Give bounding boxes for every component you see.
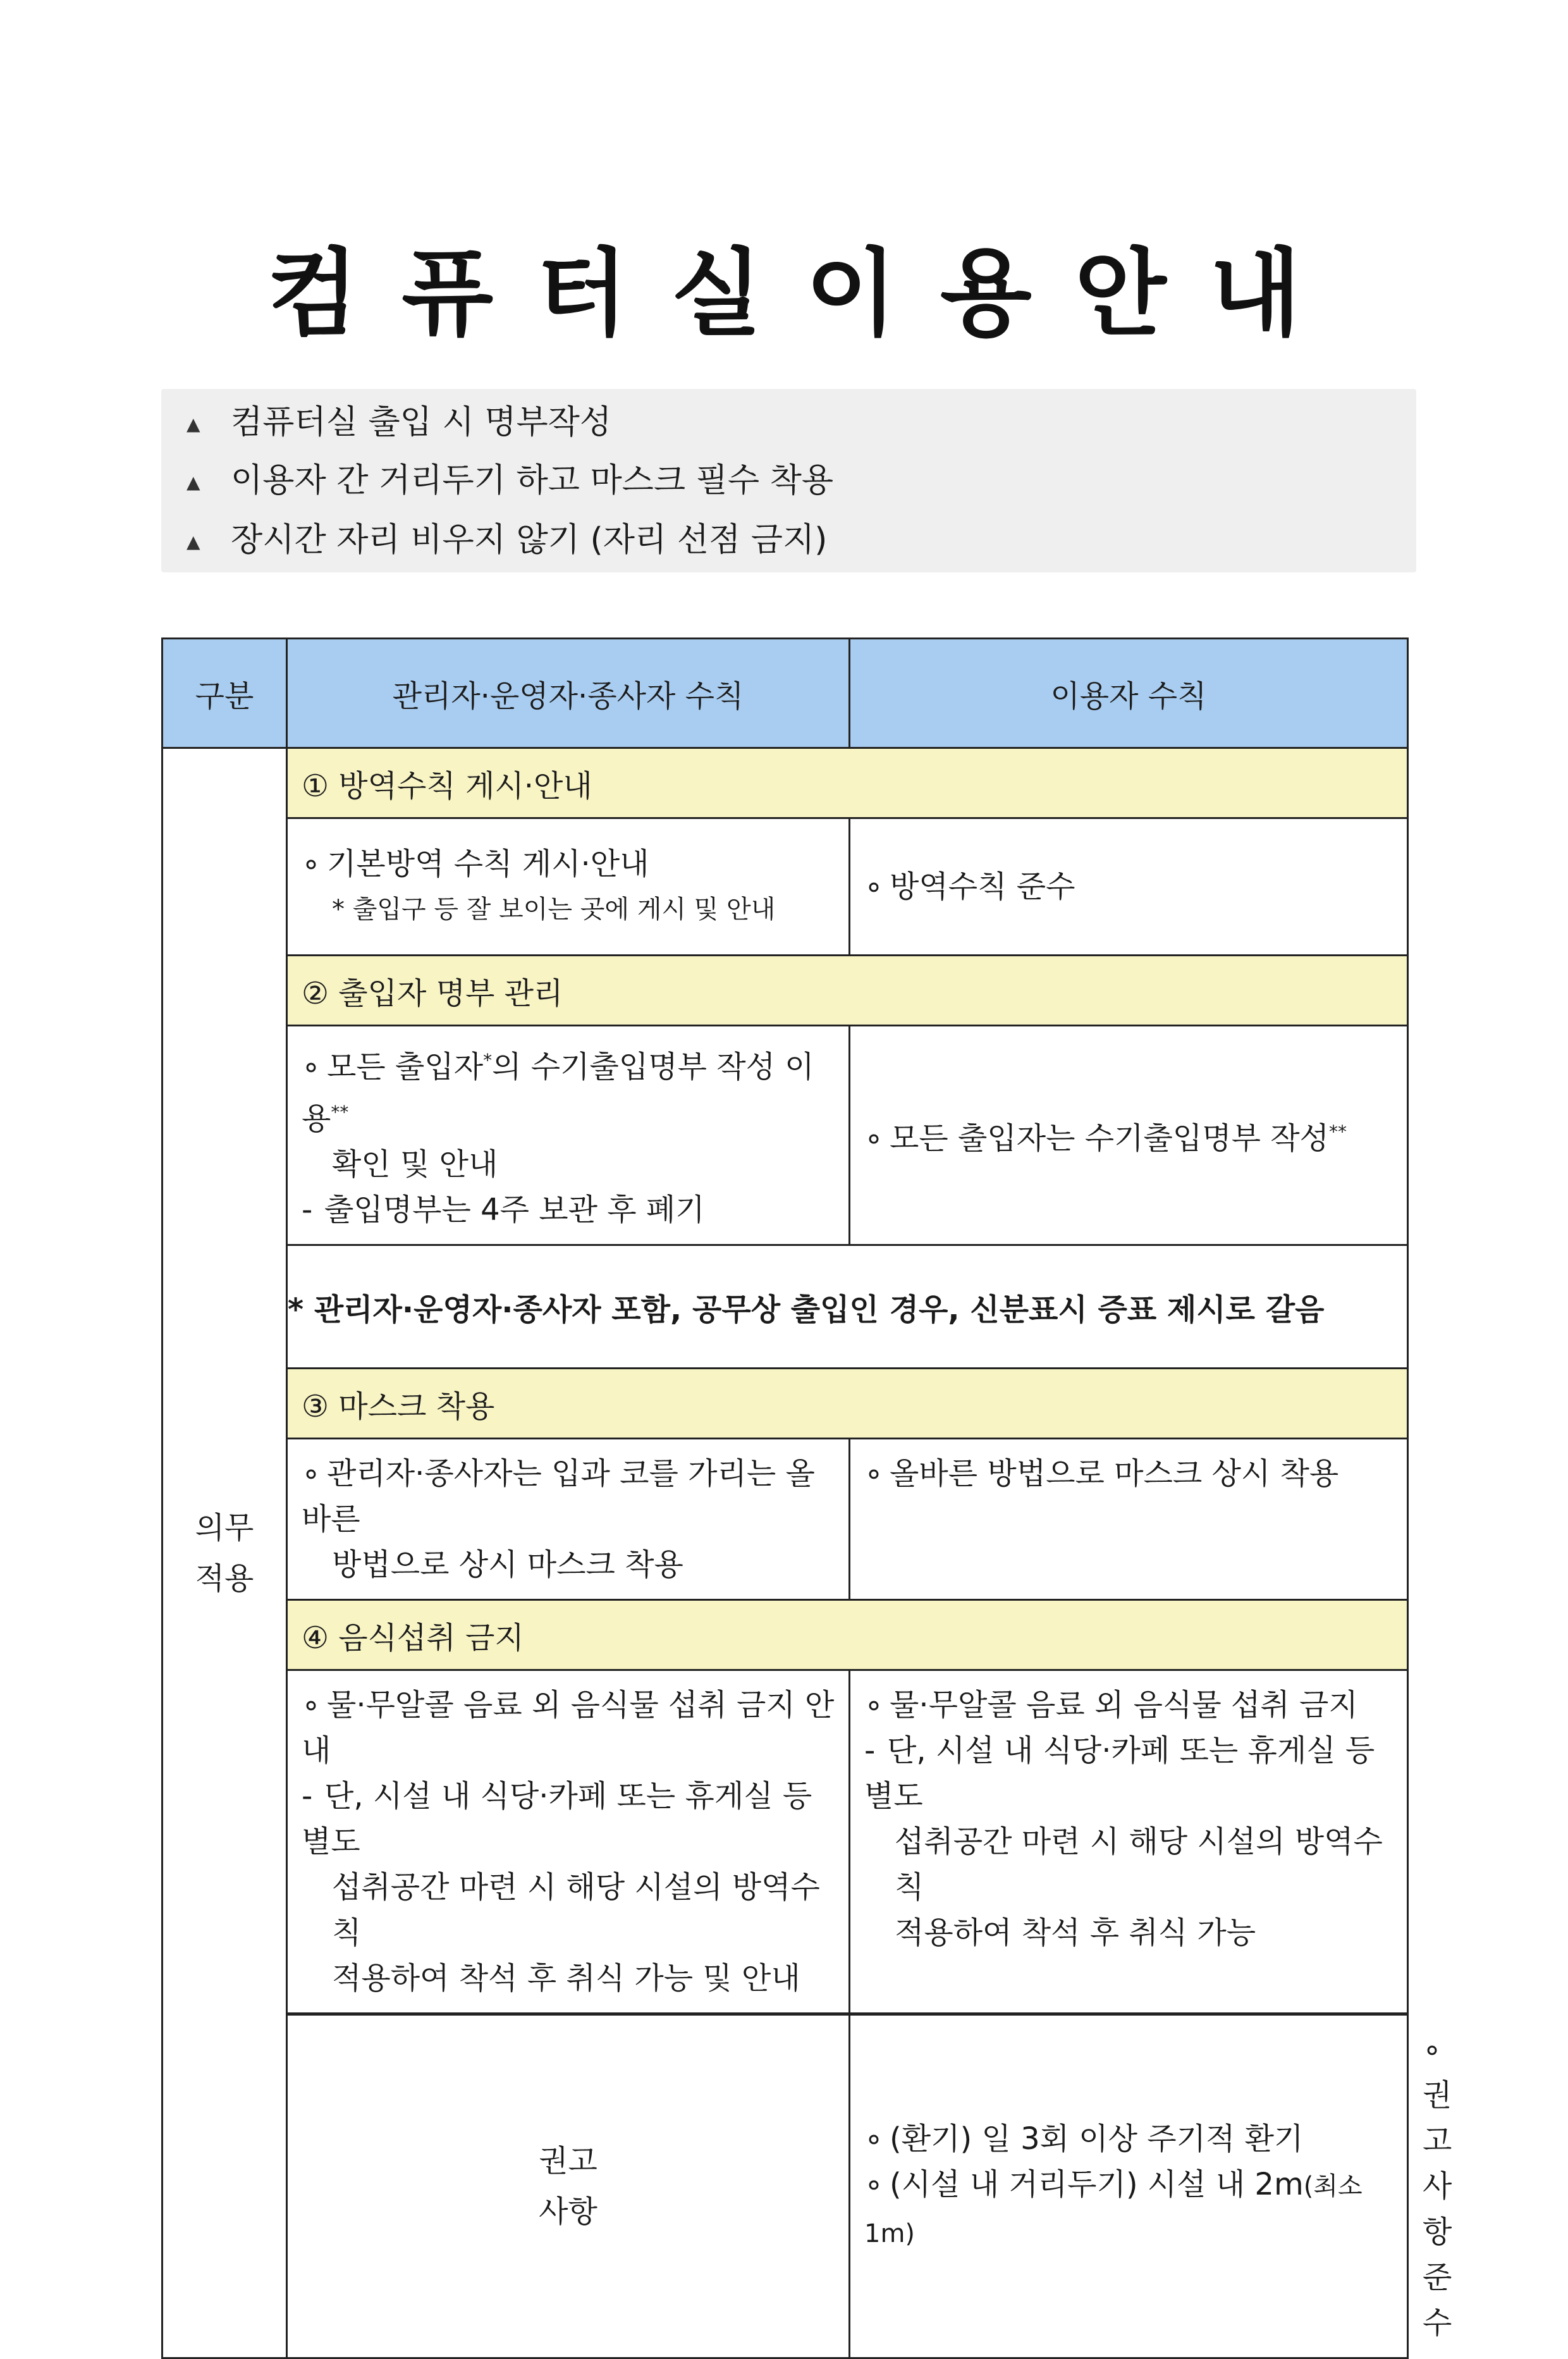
title-char: 용 [940, 239, 1032, 349]
rules-table [161, 637, 1452, 2359]
bullet-icon: ∘ [1423, 2032, 1442, 2067]
section-title-row [162, 1600, 1408, 1670]
section-2-title: ② 출입자 명부 관리 [287, 956, 1408, 1026]
footnote-row [162, 1245, 1408, 1369]
notice-item: ▲ 장시간 자리 비우지 않기 (자리 선점 금지) [187, 512, 827, 569]
title-char: 안 [1074, 239, 1167, 349]
bullet-icon: ∘ [864, 1121, 884, 1156]
category-mandatory: 의무 적용 [162, 748, 287, 2358]
table-row: ∘ 물·무알콜 음료 외 음식물 섭취 금지 안내 - 단, 시설 내 식당·카페 또는 휴게실 등 별도 섭취공간 마련 시 해당 시설의 방역수칙 적용하여 착석 후 취식 가능 및 안내 ∘ 물·무알콜 음료 외 음식물 섭취 금지 - 단, 시설 내 식당·카페 또는 휴게실 등 별도 섭취공간 마련 시 해당 시설의 방역수칙 적용하여 착석 후 취식 가능 [162, 1670, 1408, 2014]
header-category: 구분 [162, 639, 287, 748]
title-char: 내 [1209, 239, 1301, 349]
bullet-icon: ∘ [302, 1049, 321, 1085]
category-recommended: 권고 사항 [287, 2014, 850, 2358]
table-row: ∘ 관리자·종사자는 입과 코를 가리는 올바른 방법으로 상시 마스크 착용 ∘ 올바른 방법으로 마스크 상시 착용 [162, 1439, 1408, 1600]
bullet-icon: ∘ [864, 2167, 884, 2202]
section-1-title: ① 방역수칙 게시·안내 [287, 748, 1408, 818]
footnote: * 관리자·운영자·종사자 포함, 공무상 출입인 경우, 신분표시 증표 제시로 갈음 [287, 1245, 1408, 1369]
bullet-icon: ∘ [864, 869, 884, 904]
bullet-icon: ∘ [864, 1456, 884, 1491]
section-4-title: ④ 음식섭취 금지 [287, 1600, 1408, 1670]
section-title-row [162, 748, 1408, 818]
page-title [0, 237, 1568, 351]
bullet-icon: ∘ [864, 1687, 884, 1723]
section-title-row [162, 956, 1408, 1026]
section-3-title: ③ 마스크 착용 [287, 1369, 1408, 1439]
title-char: 컴 [267, 239, 359, 349]
notice-box [161, 389, 1416, 572]
table-row: ∘ 기본방역 수칙 게시·안내 * 출입구 등 잘 보이는 곳에 게시 및 안내 ∘ 방역수칙 준수 [162, 818, 1408, 956]
title-char: 실 [671, 239, 763, 349]
header-user: 이용자 수칙 [850, 639, 1408, 748]
bullet-icon: ∘ [302, 1456, 321, 1491]
bullet-icon: ∘ [864, 2121, 884, 2157]
title-char: 퓨 [401, 239, 494, 349]
table-header [162, 639, 1408, 748]
title-char: 터 [536, 239, 628, 349]
recommend-row: 권고 사항 ∘ (환기) 일 3회 이상 주기적 환기 ∘ (시설 내 거리두기) 시설 내 2m(최소 1m) ∘권고사항 준수 [162, 2014, 1408, 2358]
header-manager: 관리자·운영자·종사자 수칙 [287, 639, 850, 748]
table-row: ∘ 모든 출입자*의 수기출입명부 작성 이용** 확인 및 안내 - 출입명부는 4주 보관 후 폐기 ∘ 모든 출입자는 수기출입명부 작성** [162, 1026, 1408, 1245]
notice-item: ▲ 컴퓨터실 출입 시 명부작성 [187, 394, 611, 451]
bullet-icon: ∘ [302, 846, 321, 882]
bullet-icon: ∘ [302, 1687, 321, 1723]
triangle-icon: ▲ [187, 472, 200, 493]
triangle-icon: ▲ [187, 414, 200, 434]
section-title-row [162, 1369, 1408, 1439]
notice-item: ▲ 이용자 간 거리두기 하고 마스크 필수 착용 [187, 452, 833, 509]
triangle-icon: ▲ [187, 531, 200, 552]
title-char: 이 [805, 239, 897, 349]
